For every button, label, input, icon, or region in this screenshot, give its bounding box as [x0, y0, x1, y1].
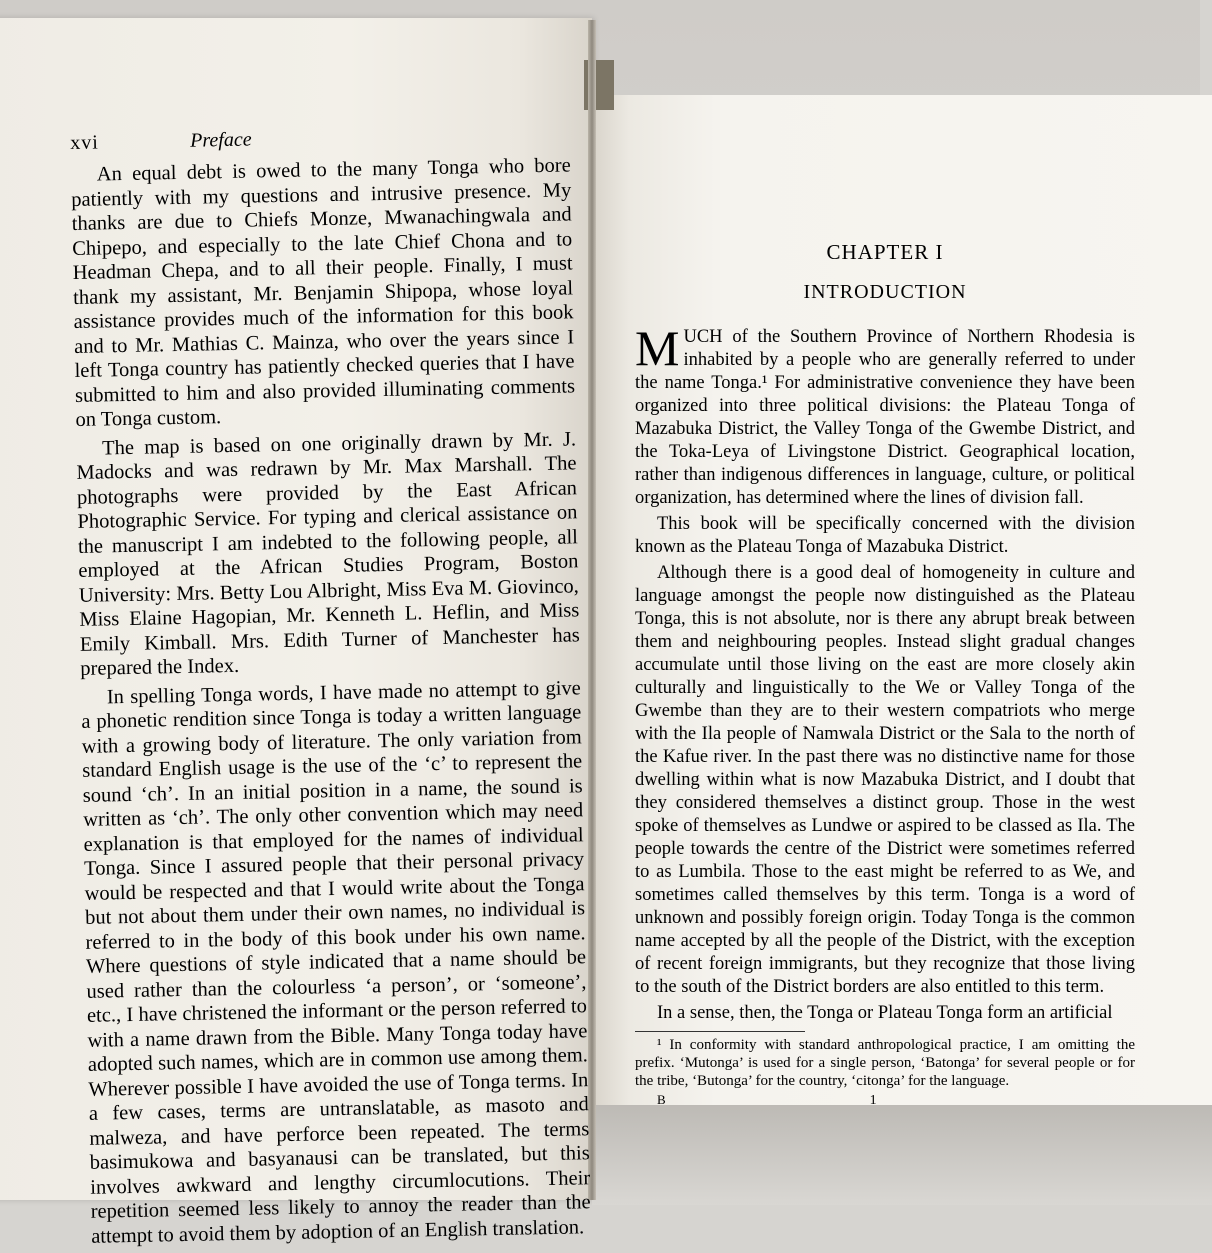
footnote: ¹ In conformity with standard anthropological practice, I am omitting the prefix. ‘Mutonga’ is used for a single person, ‘Batonga’ for several people or for the tribe, ‘Butonga’ for the country, ‘citonga’ for the language. [635, 1037, 1135, 1089]
signature-mark: B [657, 1092, 666, 1107]
preface-paragraph: In spelling Tonga words, I have made no attempt to give a phonetic rendition since Tonga is today a written language with a growing body of literature. The only variation from standard English usage is the use of the ‘c’ to represent the sound ‘ch’. In an initial position in a name, the sound is written as ‘ch’. The only other convention which may need explanation is that employed for the names of individual Tonga. Since I assured people that their personal privacy would be respected and that I would write about the Tonga but not about them under their own names, no individual is referred to in the body of this book under his own name. Where questions of style indicated that a name should be used rather than the colourless ‘a person’, or ‘someone’, etc., I have christened the informant or the person referred to with a name drawn from the Bible. Many Tonga today have adopted such names, which are in common use among them. Wherever possible I have avoided the use of Tonga terms. In a few cases, terms are untranslatable, as masoto and malweza, and have perforce been repeated. The terms basimukowa and basyanausi can be translated, but this involves awkward and lengthy circumlocutions. Their repetition seemed less likely to annoy the reader than the attempt to avoid them by adoption of an English translation. [81, 676, 591, 1248]
drop-cap: M [635, 320, 680, 376]
running-title: Preface [189, 128, 252, 152]
folio: xvi [70, 131, 99, 154]
opening-paragraph-text: UCH of the Southern Province of Northern Rhodesia is inhabited by a people who are generally referred to under the name Tonga.¹ For administrative convenience they have been organized into three political divisions: the Plateau Tonga of Mazabuka District, the Valley Tonga of the Gwembe District, and the Toka-Leya of Livingstone District. Geographical location, rather than indigenous differences in language, culture, or political organization, has determined where the lines of division fall. [635, 327, 1135, 508]
opening-paragraph [635, 320, 1135, 510]
preface-paragraph: An equal debt is owed to the many Tonga who bore patiently with my questions and intrusive presence. My thanks are due to Chiefs Monze, Mwanachingwala and Chipepo, and especially to the late Chief Chona and to Headman Chepa, and to all their people. Finally, I must thank my assistant, Mr. Benjamin Shipopa, whose loyal assistance provides much of the information for this book and to Mr. Mathias C. Mainza, who over the years since I left Tonga country has patiently checked queries that I have submitted to him and also provided illuminating comments on Tonga custom. [71, 154, 576, 431]
book-gutter [588, 20, 596, 1200]
left-page-text [70, 122, 591, 1252]
preface-paragraph: The map is based on one originally drawn by Mr. J. Madocks and was redrawn by Mr. Max Marshall. The photographs were provided by the East African Photographic Service. For typing and clerical assistance on the manuscript I am indebted to the following people, all employed at the African Studies Program, Boston University: Mrs. Betty Lou Albright, Miss Eva M. Giovinco, Miss Elaine Hagopian, Mr. Kenneth L. Heflin, and Miss Emily Kimball. Mrs. Edith Turner of Manchester has prepared the Index. [76, 427, 580, 680]
body-paragraph: In a sense, then, the Tonga or Plateau Tonga form an artificial [657, 1003, 1113, 1023]
chapter-label: CHAPTER I [826, 240, 944, 264]
footnote-rule [635, 1031, 805, 1032]
body-paragraph: This book will be specifically concerned with the division known as the Plateau Tonga of Mazabuka District. [635, 514, 1135, 557]
table-surface [592, 1105, 1212, 1205]
page-number: 1 [869, 1093, 877, 1108]
chapter-title: INTRODUCTION [803, 281, 967, 303]
page-foot [635, 1090, 1135, 1109]
body-paragraph: Although there is a good deal of homogeneity in culture and language amongst the people now distinguished as the Plateau Tonga, this is not absolute, nor is there any abrupt break between them and neighbouring peoples. Instead slight gradual changes accumulate until those living on the east are more closely akin culturally and linguistically to the We or Valley Tonga of the Gwembe than they are to their western compatriots who merge with the Ila people of Namwala District or the Sala to the north of the Kafue river. In the past there was no distinctive name for those dwelling within what is now Mazabuka District, and I doubt that they considered themselves a distinct group. Those in the west spoke of themselves as Lundwe or aspired to be classed as Ila. The people towards the centre of the District were sometimes referred to as Lumbila. Those to the east might be referred to as We, and sometimes called themselves by this term. Tonga is a word of unknown and possibly foreign origin. Today Tonga is the common name accepted by all the people of the District, with the exception of recent foreign immigrants, but they recognize that those living to the south of the District borders are also entitled to this term. [635, 563, 1135, 997]
right-page-text [635, 240, 1135, 1109]
